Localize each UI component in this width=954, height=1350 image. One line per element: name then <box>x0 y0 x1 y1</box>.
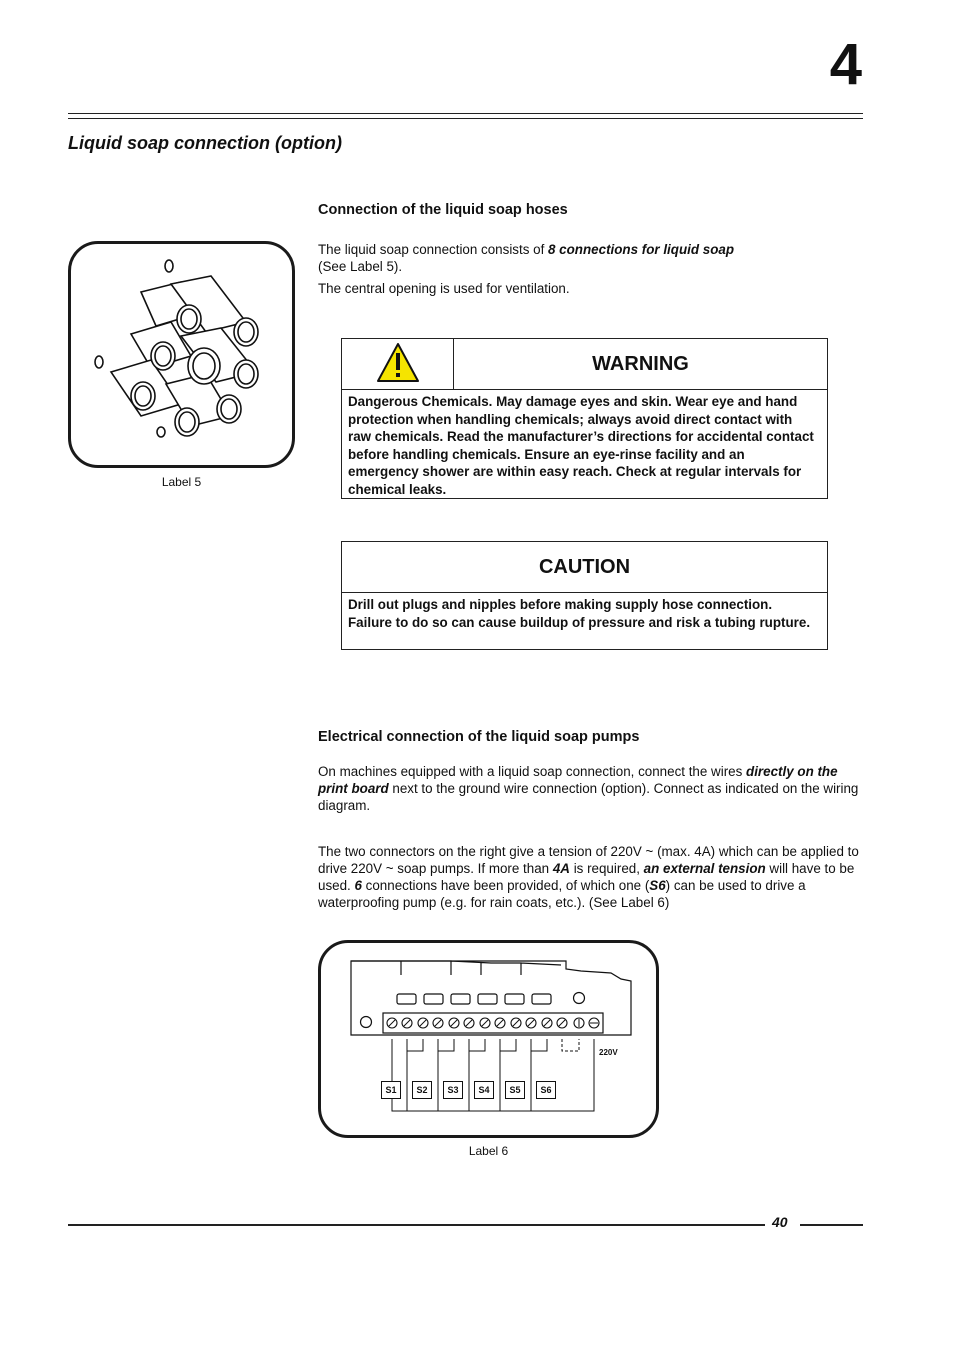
warning-text: Dangerous Chemicals. May damage eyes and skin. Wear eye and hand protection when handling chemicals; always avoid direct contact with raw chemicals. Read the manufacturer’s directions for accidental contact before handling chemicals. Ensure an eye-rinse facility and an emergency shower are within easy reach. Check at regular intervals for chemical leaks. <box>348 394 814 497</box>
label-6-caption: Label 6 <box>468 1144 509 1158</box>
soap-connector-drawing <box>71 244 292 465</box>
warning-icon-cell <box>342 339 454 389</box>
switch-s5: S5 <box>505 1081 525 1099</box>
label-5-caption: Label 5 <box>161 475 202 489</box>
wiring-diagram-drawing <box>321 943 656 1135</box>
warning-divider <box>342 389 827 390</box>
caution-text: Drill out plugs and nipples before making supply hose connection. Failure to do so can cause buildup of pressure and risk a tubing rupture. <box>348 597 811 630</box>
footer-rule-right <box>800 1224 863 1226</box>
switch-s3: S3 <box>443 1081 463 1099</box>
page-number: 40 <box>772 1214 788 1230</box>
header-rule <box>68 113 863 114</box>
hoses-paragraph-1: The liquid soap connection consists of 8 connections for liquid soap (See Label 5). <box>318 242 735 274</box>
electrical-paragraph-1: On machines equipped with a liquid soap connection, connect the wires directly on the print board next to the ground wire connection (option). Connect as indicated on the wiring diagram. <box>318 764 859 813</box>
header-rule-thin <box>68 118 863 119</box>
footer-rule-left <box>68 1224 765 1226</box>
chapter-number: 4 <box>829 32 862 97</box>
switch-s6: S6 <box>536 1081 556 1099</box>
hoses-paragraph-2: The central opening is used for ventilation. <box>318 281 570 296</box>
switch-s2: S2 <box>412 1081 432 1099</box>
diagram-voltage-label: 220V <box>599 1048 618 1057</box>
caution-box <box>341 541 828 650</box>
electrical-paragraph-2: The two connectors on the right give a tension of 220V ~ (max. 4A) which can be applied to drive 220V ~ soap pumps. If more than 4A is required, an external tension will have to be used. 6 connections have been provided, of which one (S6) can be used to drive a waterproofing pump (e.g. for rain coats, etc.). (See Label 6) <box>318 844 859 910</box>
hoses-heading: Connection of the liquid soap hoses <box>318 202 568 218</box>
warning-title: WARNING <box>592 353 689 375</box>
section-title: Liquid soap connection (option) <box>68 133 342 153</box>
soap-connector-illustration <box>68 241 295 468</box>
warning-box <box>341 338 828 499</box>
caution-divider <box>342 592 827 593</box>
wiring-diagram-illustration <box>318 940 659 1138</box>
switch-s4: S4 <box>474 1081 494 1099</box>
electrical-heading: Electrical connection of the liquid soap pumps <box>318 729 640 745</box>
warning-triangle-icon <box>342 339 454 389</box>
caution-title: CAUTION <box>538 556 631 578</box>
switch-s1: S1 <box>381 1081 401 1099</box>
